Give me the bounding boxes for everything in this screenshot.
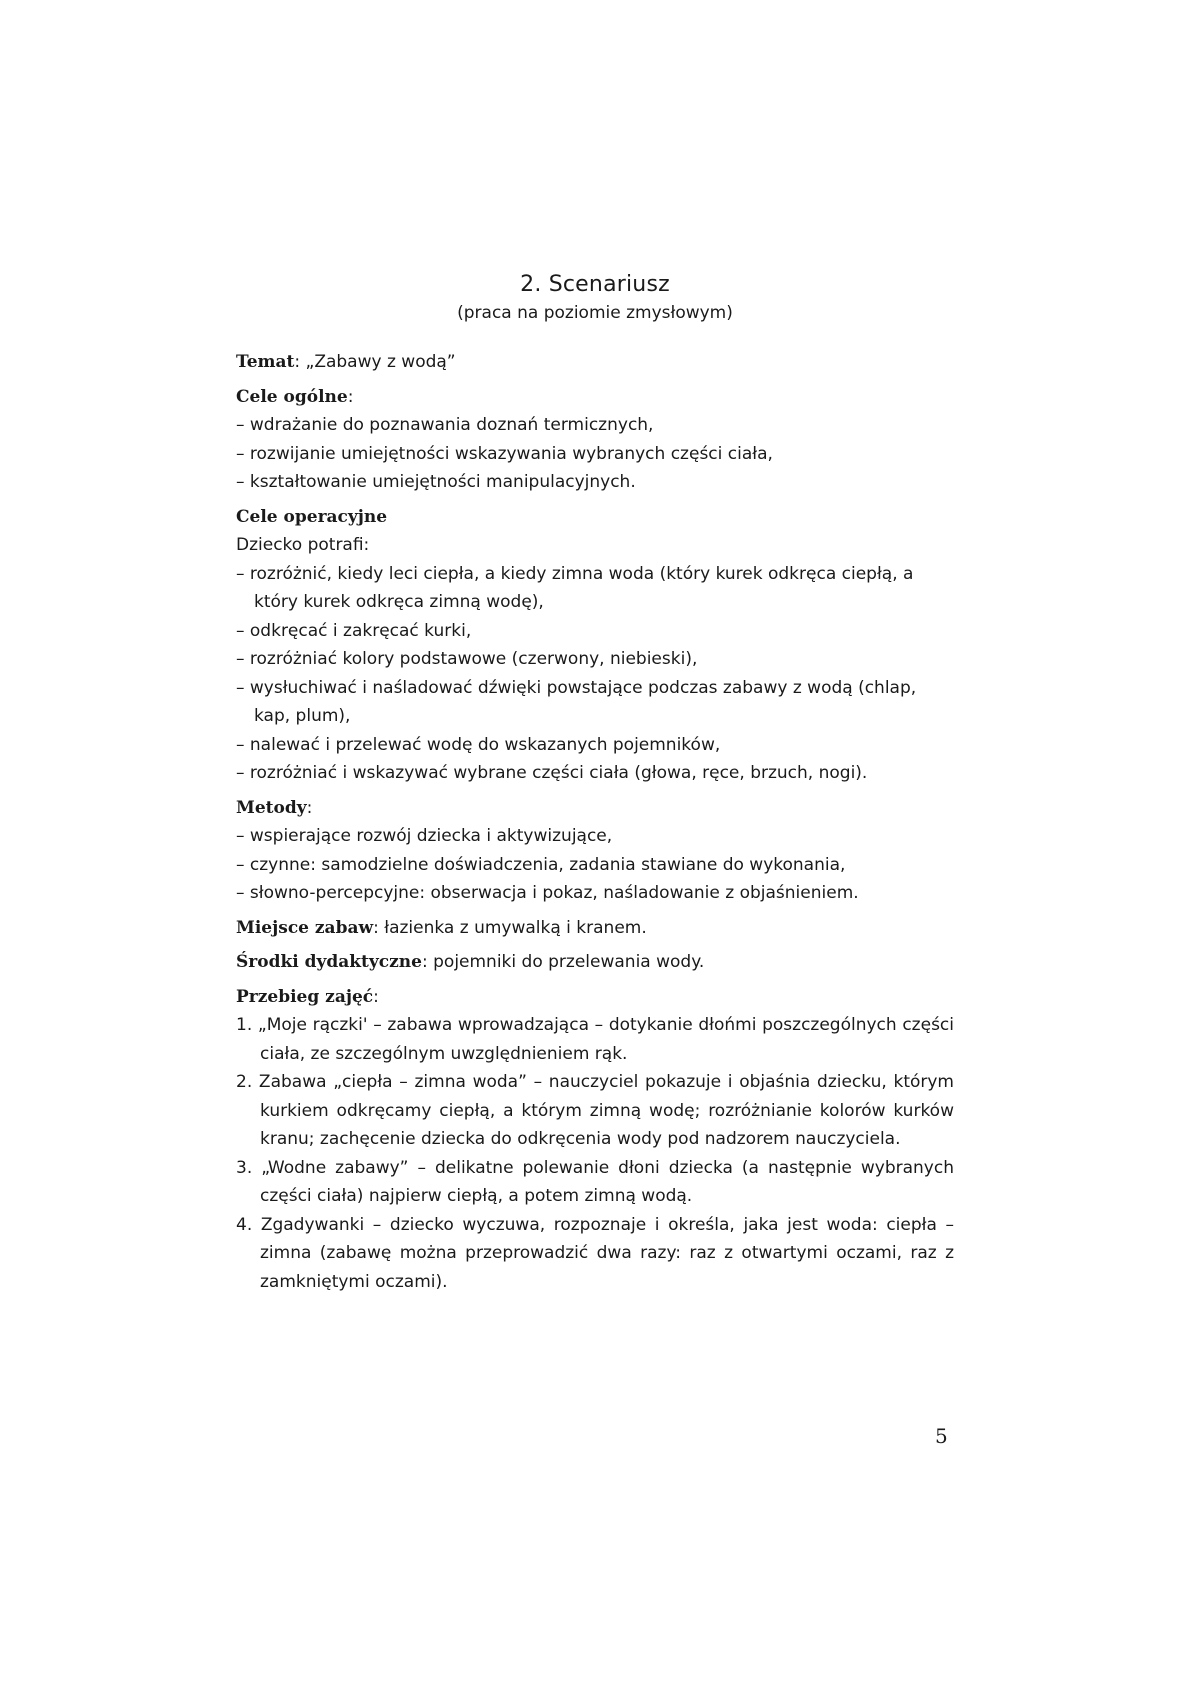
list-item: 2. Zabawa „ciepła – zimna woda” – nauczyciel pokazuje i objaśnia dziecku, którym kurkiem odkręcamy ciepłą, a którym zimną wodę; rozróżnianie kolorów kurków kranu; zachęcenie dziecka do odkręcenia wody pod nadzorem nauczyciela. — [236, 1072, 954, 1149]
topic-label: Temat — [236, 352, 295, 372]
list-item: 3. „Wodne zabawy” – delikatne polewanie dłoni dziecka (a następnie wybranych części ciała) najpierw ciepłą, a potem zimną wodą. — [236, 1157, 954, 1206]
place-value: łazienka z umywalką i kranem. — [384, 917, 647, 938]
general-goals-section — [236, 383, 954, 497]
page-number: 5 — [935, 1424, 948, 1448]
list-item: – wspierające rozwój dziecka i aktywizujące, — [236, 826, 613, 846]
list-item: – wdrażanie do poznawania doznań termicznych, — [236, 415, 654, 435]
list-item: 1. „Moje rączki' – zabawa wprowadzająca – dotykanie dłońmi poszczególnych części ciała, ze szczególnym uwzględnieniem rąk. — [236, 1015, 954, 1064]
methods-section — [236, 794, 954, 908]
methods-label: Metody — [236, 797, 307, 818]
list-item: – kształtowanie umiejętności manipulacyjnych. — [236, 472, 636, 492]
place-line: Miejsce zabaw: łazienka z umywalką i kranem. — [236, 917, 647, 938]
list-item: – rozwijanie umiejętności wskazywania wybranych części ciała, — [236, 443, 773, 464]
chapter-title: 2. Scenariusz — [520, 272, 670, 297]
topic-value: „Zabawy z wodą” — [305, 352, 456, 372]
document-page — [236, 270, 954, 1296]
general-goals-heading: Cele ogólne: — [236, 386, 354, 407]
place-label: Miejsce zabaw — [236, 917, 374, 938]
list-item: – rozróżnić, kiedy leci ciepła, a kiedy zimna woda (który kurek odkręca ciepłą, a który kurek odkręca zimną wodę), — [236, 563, 914, 612]
materials-label: Środki dydaktyczne — [236, 952, 422, 972]
materials-line: Środki dydaktyczne: pojemniki do przelewania wody. — [236, 952, 705, 972]
course-list — [236, 1011, 954, 1296]
topic-line: Temat: „Zabawy z wodą” — [236, 352, 456, 372]
list-item: – odkręcać i zakręcać kurki, — [236, 620, 472, 641]
materials-section — [236, 948, 954, 977]
operational-goals-heading — [236, 503, 954, 532]
list-item: – czynne: samodzielne doświadczenia, zadania stawiane do wykonania, — [236, 854, 846, 875]
methods-heading: Metody: — [236, 797, 313, 818]
course-label: Przebieg zajęć — [236, 986, 374, 1007]
list-item: – rozróżniać i wskazywać wybrane części ciała (głowa, ręce, brzuch, nogi). — [236, 763, 868, 783]
place-section — [236, 914, 954, 943]
course-section — [236, 983, 954, 1297]
operational-goals-section — [236, 503, 954, 788]
operational-goals-label: Cele operacyjne — [236, 506, 388, 527]
chapter-subtitle: (praca na poziomie zmysłowym) — [457, 303, 733, 323]
list-item: 4. Zgadywanki – dziecko wyczuwa, rozpoznaje i określa, jaka jest woda: ciepła – zimna (zabawę można przeprowadzić dwa razy: raz z otwartymi oczami, raz z zamkniętymi oczami). — [236, 1214, 954, 1292]
list-item: – słowno-percepcyjne: obserwacja i pokaz, naśladowanie z objaśnieniem. — [236, 883, 859, 903]
course-heading: Przebieg zajęć: — [236, 986, 379, 1007]
list-item: – rozróżniać kolory podstawowe (czerwony, niebieski), — [236, 649, 698, 669]
list-item: – wysłuchiwać i naśladować dźwięki powstające podczas zabawy z wodą (chlap, kap, plum), — [236, 677, 917, 726]
materials-value: pojemniki do przelewania wody. — [433, 952, 705, 972]
list-item: – nalewać i przelewać wodę do wskazanych pojemników, — [236, 734, 721, 755]
operational-goals-intro: Dziecko potrafi: — [236, 535, 370, 555]
general-goals-label: Cele ogólne — [236, 386, 348, 407]
